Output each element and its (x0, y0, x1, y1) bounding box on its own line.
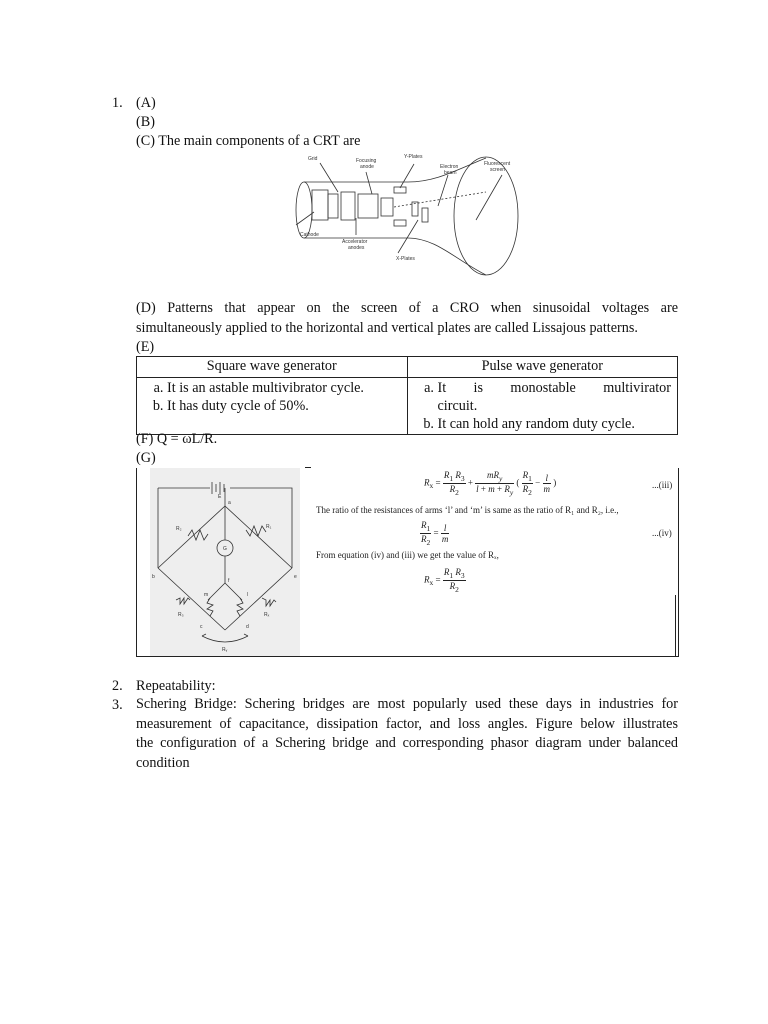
bridge-label-ry: Rᵧ (222, 647, 228, 653)
bridge-label-e-top: E (218, 494, 222, 500)
equation-result: $R_x$ = $\frac{R_1 R_3}{R_2}$ (424, 567, 465, 594)
q2-text: Repeatability: (136, 678, 216, 694)
crt-envelope-bottom (304, 238, 486, 275)
bridge-label-r1: R₁ (266, 524, 272, 530)
crt-label-screen: screen (490, 167, 506, 173)
q3-number: 3. (112, 697, 123, 713)
q3-line4: condition (136, 754, 190, 771)
equation-iv: $\frac{R_1}{R_2}$ = $\frac{l}{m}$ (421, 520, 449, 547)
crt-final-anode (381, 198, 393, 216)
crt-label-grid: Grid (308, 156, 318, 162)
q3-line2: measurement of capacitance, dissipation factor, and loss angles. Figure below illustrates (136, 715, 678, 732)
bridge-label-f: f (228, 578, 230, 584)
crt-label-accelerator: Accelerator (342, 239, 368, 245)
bridge-label-rx: Rₓ (264, 612, 270, 618)
crt-label-focusing: Focusing (356, 158, 377, 164)
q1-part-b: (B) (136, 114, 155, 130)
crt-label-cathode: Cathode (300, 232, 319, 238)
q3-paragraph (136, 695, 678, 773)
q1-number: 1. (112, 95, 123, 111)
equation-ref-iii: ...(iii) (652, 480, 673, 490)
pulse-item-a (438, 379, 672, 415)
q1-part-d (136, 299, 678, 338)
crt-label-anodes: anodes (348, 245, 365, 251)
bridge-label-a: a (228, 500, 231, 506)
q1-part-a: (A) (136, 95, 156, 111)
q3-line3: the configuration of a Schering bridge and corresponding phasor diagram under balanced (136, 735, 678, 751)
table-cell-square (137, 378, 408, 435)
comparison-table (136, 356, 678, 435)
crt-xplate-left (412, 202, 418, 216)
bridge-label-r2: R₂ (176, 526, 182, 532)
q2-number: 2. (112, 678, 123, 694)
bridge-label-m: m (204, 592, 209, 598)
q1-part-f: (F) Q = ωL/R. (136, 431, 218, 447)
equation-ref-iv: ...(iv) (652, 528, 672, 538)
box-inner-right-line (675, 595, 676, 656)
q1-part-e: (E) (136, 339, 155, 355)
crt-label-beam: beam (444, 170, 457, 176)
equation-text-from: From equation (iv) and (iii) we get the value of Rₓ, (316, 550, 499, 560)
crt-cathode (312, 190, 328, 220)
crt-label-anode: anode (360, 164, 374, 170)
q3-line1: Schering Bridge: Schering bridges are most popularly used these days in industries for (136, 696, 678, 712)
crt-diagram (286, 150, 536, 290)
crt-label-xplates: X-Plates (396, 256, 415, 262)
kelvin-bridge-diagram (150, 468, 300, 656)
crt-neck-end (296, 182, 312, 238)
pulse-item-a-line2: circuit. (437, 398, 478, 414)
crt-label-electron: Electron (440, 164, 459, 170)
bridge-label-g: G (223, 546, 227, 552)
crt-accel-anode (341, 192, 355, 220)
table-cell-pulse (407, 378, 678, 435)
crt-yplate-bottom (394, 220, 406, 226)
table-header-pulse: Pulse wave generator (407, 357, 678, 378)
bridge-label-b: b (152, 574, 155, 580)
pulse-item-b: b. It can hold any random duty cycle. (438, 415, 672, 433)
crt-label-yplates: Y-Plates (404, 154, 423, 160)
crt-screen (454, 157, 518, 275)
bridge-label-d: d (246, 624, 249, 630)
bridge-label-r3: R₃ (178, 612, 184, 618)
bridge-label-c: c (200, 624, 203, 630)
crt-envelope-top (304, 158, 486, 182)
q1-part-g: (G) (136, 450, 156, 466)
equation-iii: $R_x$ = $\frac{R_1 R_3}{R_2}$ + $\frac{mR_y}{l + m + R_y}$ ( $\frac{R_1}{R_2}$ − $\frac{l}{m}$ ) (424, 470, 557, 497)
table-header-square: Square wave generator (137, 357, 408, 378)
crt-grid (328, 194, 338, 218)
pulse-item-a-line1: a. It is monostable multivirator (437, 380, 671, 396)
crt-label-fluorescent: Fluorescent (484, 161, 511, 167)
square-item-b: b. It has duty cycle of 50%. (167, 397, 401, 415)
equation-text-ratio: The ratio of the resistances of arms ‘l’ and ‘m’ is same as the ratio of R₁ and R₂, i.e., (316, 505, 619, 515)
square-item-a: a. It is an astable multivibrator cycle. (167, 379, 401, 397)
bridge-label-e-right: e (294, 574, 297, 580)
q1-part-d-line2: simultaneously applied to the horizontal and vertical plates are called Lissajous patterns. (136, 319, 638, 336)
bridge-label-l: l (247, 592, 249, 598)
box-tick-mark (305, 467, 311, 468)
q1-part-d-line1: (D) Patterns that appear on the screen of a CRO when sinusoidal voltages are (136, 300, 678, 316)
q1-part-c: (C) The main components of a CRT are (136, 133, 361, 149)
crt-xplate-right (422, 208, 428, 222)
crt-focus-anode (358, 194, 378, 218)
